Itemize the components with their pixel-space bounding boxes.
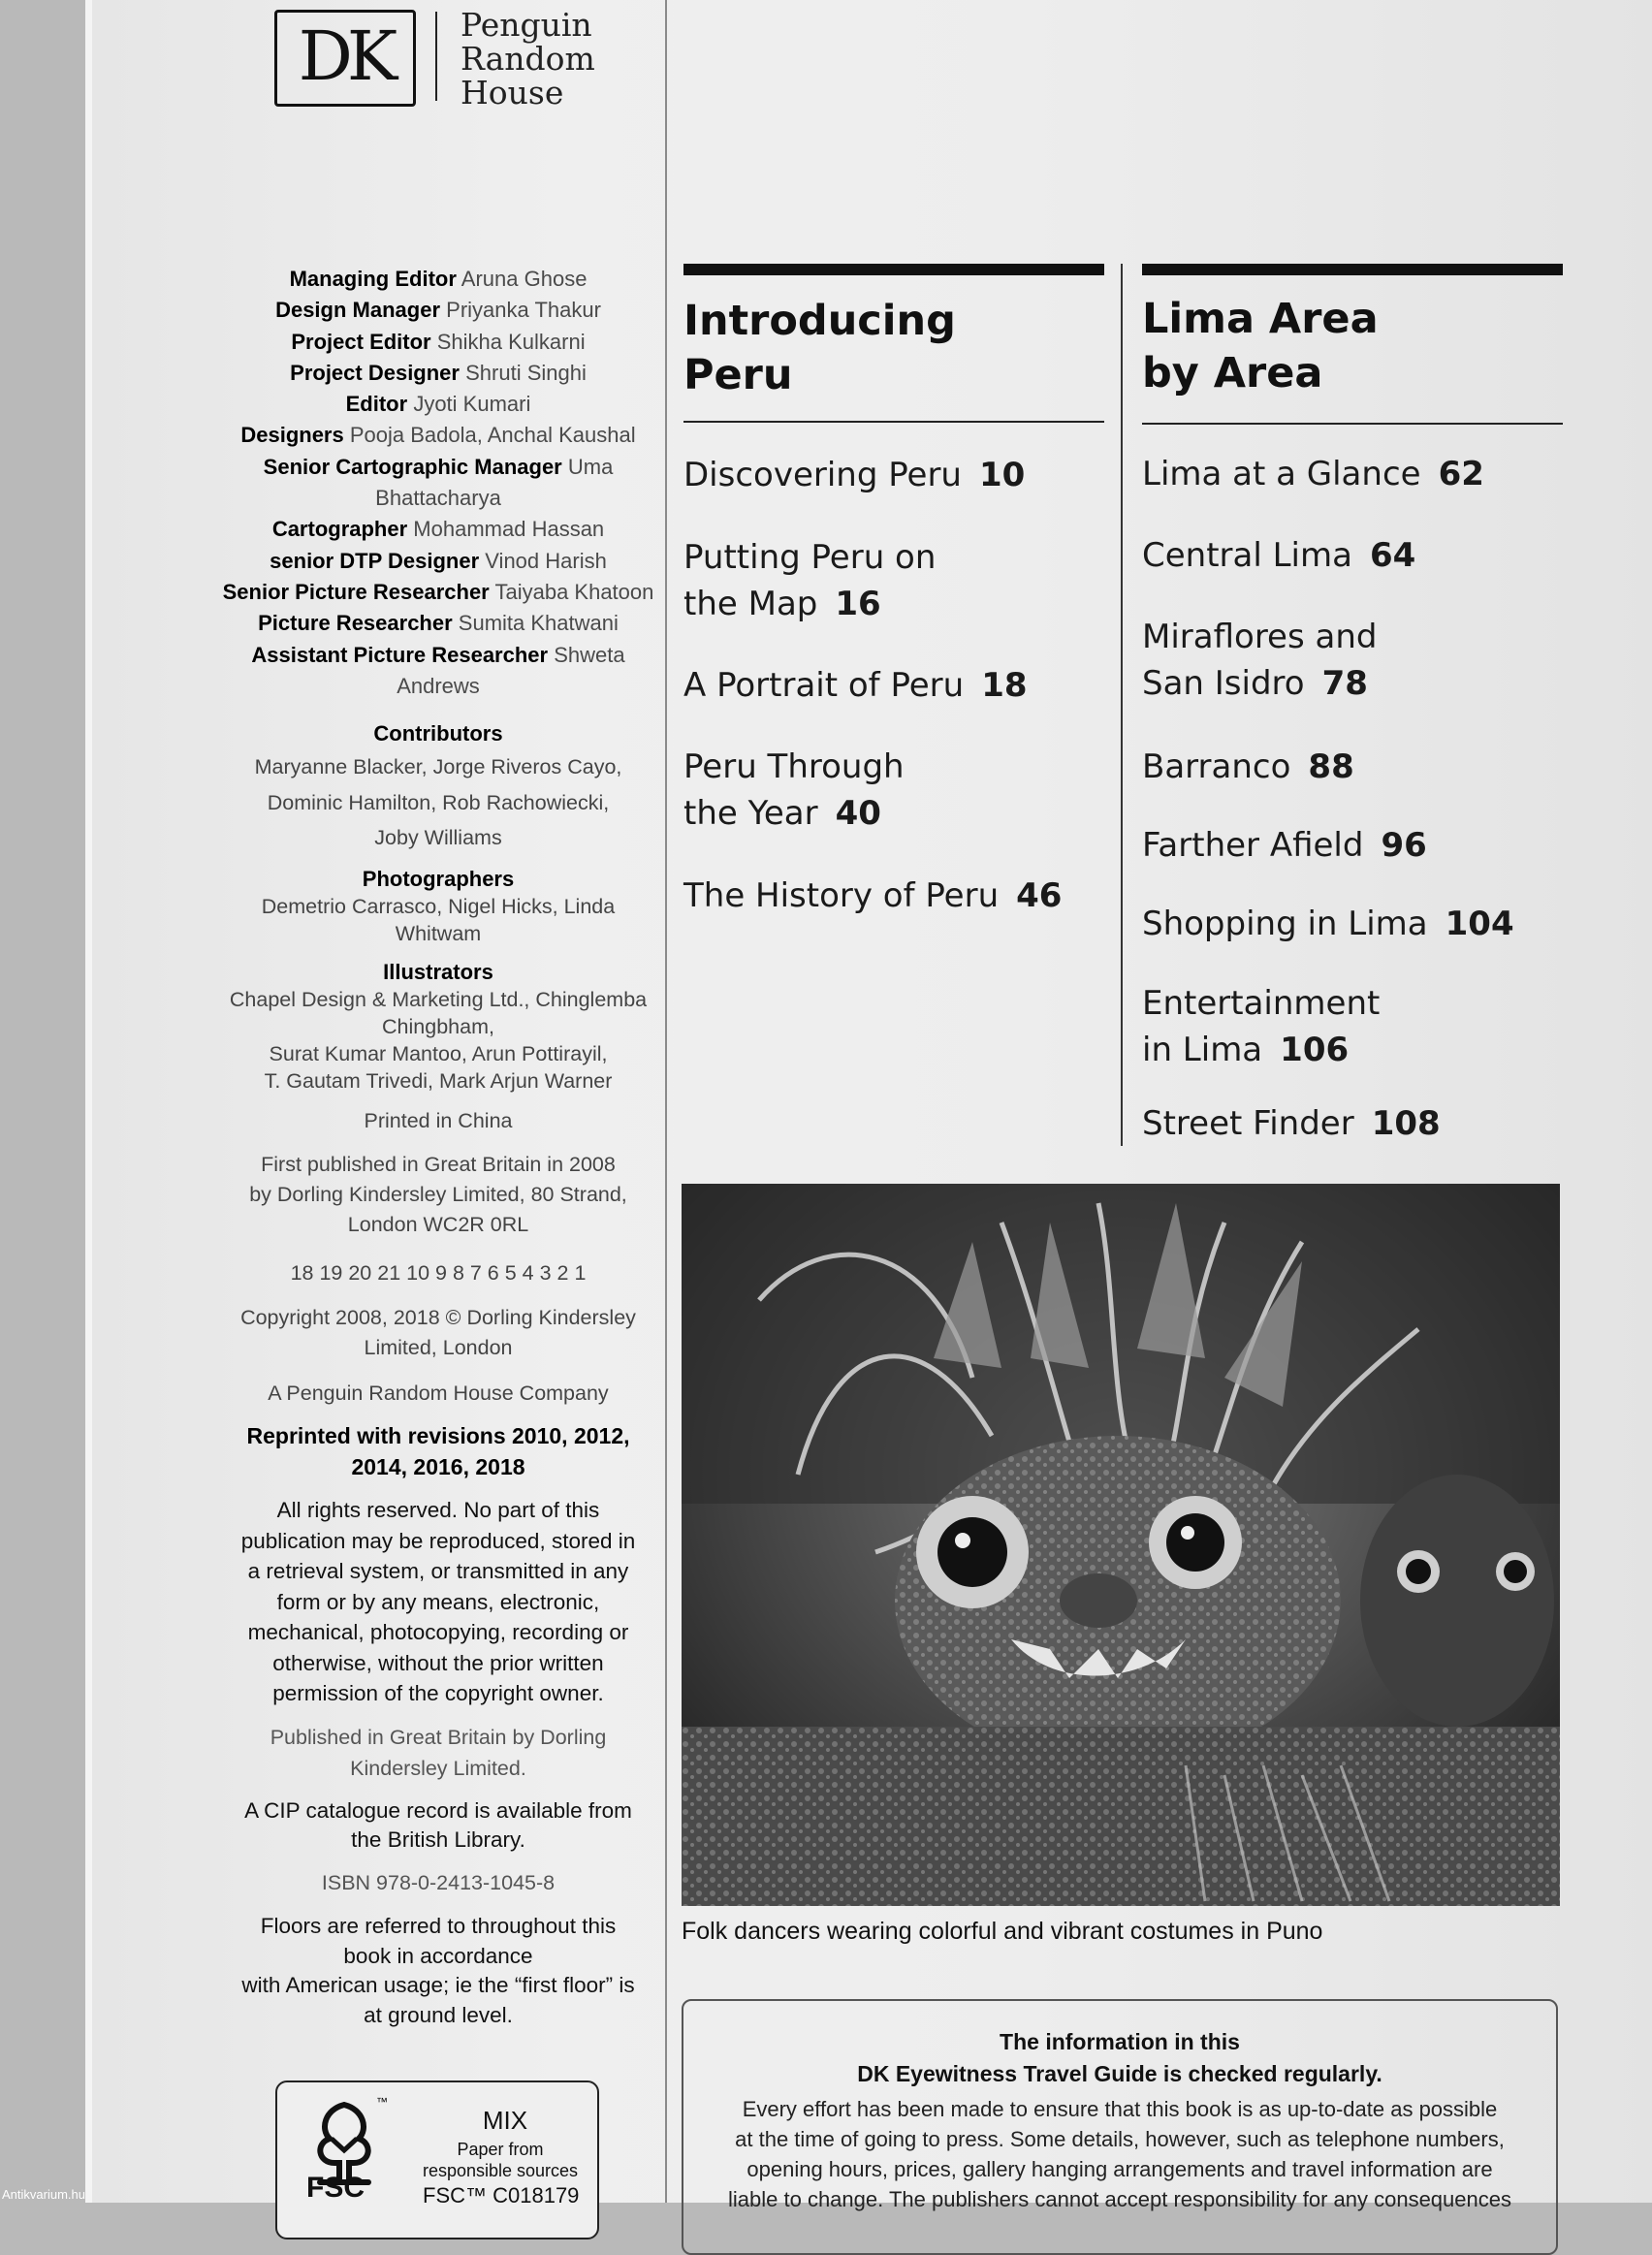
entry-page-number: 104 — [1445, 905, 1514, 943]
entry-line — [1142, 901, 1514, 947]
text-line: at ground level. — [364, 2002, 513, 2027]
contents-entry — [1142, 1100, 1441, 1147]
credit-name: Shikha Kulkarni — [436, 329, 586, 354]
title-line: Peru — [683, 351, 793, 399]
entry-title: Peru Through — [683, 747, 905, 786]
text-line: A CIP catalogue record is available from — [244, 1798, 632, 1823]
section-rule — [1142, 264, 1563, 275]
credit-name: Pooja Badola, Anchal Kaushal — [349, 423, 636, 448]
contents-entry — [683, 662, 1028, 709]
credit-line — [215, 389, 661, 420]
entry-line — [1142, 1027, 1380, 1073]
text-line: Maryanne Blacker, Jorge Riveros Cayo, — [254, 755, 622, 778]
text-line: form or by any means, electronic, — [276, 1589, 600, 1614]
section-title-introducing — [683, 294, 1104, 402]
text-line: liable to change. The publishers cannot accept responsibility for any consequences — [728, 2187, 1511, 2211]
rights-notice — [215, 1495, 661, 1709]
isbn: ISBN 978-0-2413-1045-8 — [321, 1871, 556, 1894]
text-line: London WC2R 0RL — [347, 1213, 529, 1236]
text-line: 2014, 2016, 2018 — [351, 1454, 525, 1479]
text-line: Joby Williams — [374, 826, 502, 849]
credit-role: Managing Editor — [289, 267, 457, 291]
credit-line — [215, 327, 661, 358]
contributors-names — [215, 749, 661, 856]
entry-title: Entertainment — [1142, 984, 1381, 1023]
credit-role: Project Editor — [291, 329, 431, 354]
credit-name: Taiyaba Khatoon — [494, 579, 654, 604]
entry-line — [683, 790, 905, 837]
credit-role: Senior Cartographic Manager — [263, 454, 562, 479]
credit-line — [215, 671, 661, 702]
fsc-mix: MIX — [482, 2106, 528, 2135]
credit-line — [215, 608, 661, 639]
contents-entry — [1142, 532, 1415, 579]
photo-caption: Folk dancers wearing colorful and vibrant costumes in Puno — [682, 1918, 1323, 1945]
entry-line — [1142, 744, 1354, 790]
fsc-badge — [275, 2080, 599, 2239]
section-underline — [1142, 423, 1563, 425]
text-line: the British Library. — [351, 1827, 525, 1852]
credit-line — [215, 483, 661, 514]
entry-title: Miraflores and — [1142, 618, 1378, 656]
entry-page-number: 78 — [1321, 664, 1368, 703]
contributors-title: Contributors — [373, 721, 503, 746]
folk-dancers-photo — [682, 1184, 1560, 1906]
entry-line — [1142, 614, 1377, 660]
photographers-section — [215, 866, 661, 947]
credit-line — [215, 420, 661, 451]
entry-page-number: 108 — [1371, 1104, 1441, 1143]
text-line: First published in Great Britain in 2008 — [261, 1153, 616, 1176]
credit-role: Editor — [345, 392, 408, 417]
photographers-names — [215, 893, 661, 947]
entry-title: A Portrait of Peru — [683, 666, 965, 705]
credit-line — [215, 358, 661, 389]
floors-notice — [215, 1912, 661, 2030]
watermark: Antikvarium.hu — [2, 2187, 85, 2202]
credit-role: Designers — [240, 423, 344, 448]
entry-line — [683, 744, 905, 790]
contents-divider — [1121, 264, 1123, 1146]
credit-line — [215, 452, 661, 483]
entry-title: Street Finder — [1142, 1104, 1354, 1143]
entry-title: Lima at a Glance — [1142, 455, 1421, 493]
entry-title: Barranco — [1142, 747, 1291, 786]
entry-title: Central Lima — [1142, 536, 1352, 575]
text-line: responsible sources — [422, 2161, 579, 2180]
entry-title: in Lima — [1142, 1031, 1263, 1069]
illustrators-section — [215, 959, 661, 1095]
entry-line — [1142, 532, 1415, 579]
credit-line — [215, 546, 661, 577]
text-line: mechanical, photocopying, recording or — [247, 1620, 629, 1644]
entry-title: Putting Peru on — [683, 538, 937, 577]
text-line: The information in this — [1000, 2029, 1240, 2054]
entry-page-number: 10 — [978, 456, 1026, 494]
credit-name: Aruna Ghose — [461, 267, 588, 291]
contents-entry — [1142, 451, 1484, 497]
contents-entry — [1142, 614, 1377, 707]
text-line: Every effort has been made to ensure that this book is as up-to-date as possible — [742, 2097, 1498, 2121]
entry-line — [683, 452, 1025, 498]
text-line: Demetrio Carrasco, Nigel Hicks, Linda — [261, 895, 616, 918]
staff-credits — [215, 264, 661, 702]
info-body — [703, 2094, 1537, 2214]
wordmark-line: Penguin — [461, 6, 592, 44]
contents-entry — [1142, 901, 1514, 947]
entry-page-number: 16 — [835, 585, 881, 623]
penguin-random-house-wordmark — [461, 8, 625, 110]
entry-line — [683, 581, 936, 627]
publisher-logo — [274, 6, 614, 111]
company-line: A Penguin Random House Company — [268, 1382, 609, 1405]
entry-line — [1142, 1100, 1441, 1147]
contents-entry — [683, 873, 1062, 919]
entry-page-number: 40 — [835, 794, 881, 833]
credit-name: Sumita Khatwani — [458, 611, 619, 636]
credit-name: Jyoti Kumari — [413, 392, 531, 417]
entry-page-number: 62 — [1438, 455, 1484, 493]
contents-entry — [1142, 822, 1427, 869]
info-box — [682, 1999, 1558, 2255]
info-heading — [683, 2026, 1556, 2090]
text-line: Reprinted with revisions 2010, 2012, — [246, 1423, 630, 1448]
section-underline — [683, 421, 1104, 423]
reprinted-notice — [215, 1420, 661, 1482]
section-title-lima — [1142, 292, 1563, 400]
copyright — [215, 1303, 661, 1363]
title-line: Introducing — [683, 297, 956, 345]
credit-name: Andrews — [397, 673, 480, 698]
contributors-section — [215, 718, 661, 856]
text-line: Limited, London — [364, 1336, 513, 1359]
entry-line — [683, 873, 1062, 919]
entry-title: Discovering Peru — [683, 456, 962, 494]
photographers-title: Photographers — [362, 867, 515, 891]
credit-name: Bhattacharya — [375, 486, 501, 511]
text-line: Copyright 2008, 2018 © Dorling Kindersley — [240, 1306, 636, 1329]
credit-line — [215, 295, 661, 326]
credit-name: Shweta — [554, 642, 625, 667]
wordmark-line: House — [461, 74, 564, 111]
text-line: at the time of going to press. Some details, however, such as telephone numbers, — [735, 2127, 1505, 2151]
credit-name: Uma — [567, 454, 614, 479]
credit-line — [215, 264, 661, 295]
entry-page-number: 64 — [1369, 536, 1416, 575]
text-line: opening hours, prices, gallery hanging arrangements and travel information are — [747, 2157, 1493, 2181]
entry-title: the Map — [683, 585, 818, 623]
contents-entry — [683, 534, 936, 627]
credit-role: Design Manager — [275, 298, 441, 323]
illustrators-title: Illustrators — [383, 960, 493, 984]
text-line: by Dorling Kindersley Limited, 80 Strand, — [249, 1183, 627, 1206]
entry-page-number: 46 — [1016, 876, 1063, 915]
entry-line — [1142, 980, 1380, 1027]
text-line: DK Eyewitness Travel Guide is checked regularly. — [857, 2061, 1382, 2086]
printed-in: Printed in China — [364, 1109, 513, 1132]
credit-name: Priyanka Thakur — [446, 298, 601, 323]
contents-entry — [1142, 980, 1380, 1073]
text-line: book in accordance — [343, 1943, 533, 1968]
text-line: T. Gautam Trivedi, Mark Arjun Warner — [264, 1069, 613, 1093]
cip-notice — [215, 1796, 661, 1855]
entry-line — [1142, 822, 1427, 869]
credit-line — [215, 514, 661, 545]
fsc-label: FSC — [306, 2172, 365, 2204]
entry-title: Shopping in Lima — [1142, 905, 1428, 943]
entry-line — [1142, 451, 1484, 497]
published-gb — [215, 1722, 661, 1784]
logo-divider — [435, 12, 437, 101]
entry-line — [683, 662, 1028, 709]
entry-title: Farther Afield — [1142, 826, 1364, 865]
text-line: Surat Kumar Mantoo, Arun Pottirayil, — [269, 1042, 608, 1065]
print-line: 18 19 20 21 10 9 8 7 6 5 4 3 2 1 — [290, 1261, 587, 1285]
text-line: Paper from — [457, 2140, 544, 2159]
text-line: otherwise, without the prior written — [272, 1650, 604, 1675]
first-published — [215, 1150, 661, 1240]
credit-role: Assistant Picture Researcher — [251, 642, 549, 667]
entry-page-number: 88 — [1308, 747, 1354, 786]
credit-name: Shruti Singhi — [465, 360, 587, 385]
photo-illustration — [682, 1184, 1560, 1906]
text-line: Floors are referred to throughout this — [260, 1914, 617, 1938]
dk-logo: DK — [274, 10, 416, 107]
contents-entry — [1142, 744, 1354, 790]
text-line: All rights reserved. No part of this — [276, 1498, 600, 1522]
text-line: Whitwam — [395, 922, 482, 945]
text-line: publication may be reproduced, stored in — [240, 1528, 636, 1553]
entry-page-number: 96 — [1381, 826, 1427, 865]
credit-name: Vinod Harish — [485, 548, 607, 573]
title-line: Lima Area — [1142, 295, 1379, 343]
text-line: a retrieval system, or transmitted in any — [247, 1559, 629, 1583]
entry-title: San Isidro — [1142, 664, 1305, 703]
text-line: Kindersley Limited. — [350, 1757, 526, 1780]
text-line: Chapel Design & Marketing Ltd., Chinglemba — [229, 988, 648, 1011]
credit-name: Mohammad Hassan — [413, 517, 605, 542]
fsc-trademark: ™ — [376, 2095, 388, 2109]
credit-role: Cartographer — [271, 517, 408, 542]
entry-title: the Year — [683, 794, 818, 833]
text-line: permission of the copyright owner. — [272, 1681, 604, 1705]
entry-page-number: 18 — [981, 666, 1028, 705]
contents-entry — [683, 452, 1025, 498]
illustrators-names — [215, 986, 661, 1095]
text-line: Published in Great Britain by Dorling — [270, 1726, 607, 1749]
credit-role: Project Designer — [290, 360, 460, 385]
credit-role: senior DTP Designer — [270, 548, 480, 573]
column-divider — [665, 0, 667, 2203]
title-line: by Area — [1142, 349, 1323, 397]
fsc-paper-sources — [403, 2139, 597, 2181]
credit-line — [215, 640, 661, 671]
contents-entry — [683, 744, 905, 837]
entry-line — [683, 534, 936, 581]
fsc-code: FSC™ C018179 — [423, 2183, 580, 2207]
wordmark-line: Random — [461, 40, 595, 78]
credit-line — [215, 577, 661, 608]
text-line: Dominic Hamilton, Rob Rachowiecki, — [267, 790, 610, 814]
entry-page-number: 106 — [1280, 1031, 1350, 1069]
entry-title: The History of Peru — [683, 876, 1000, 915]
text-line: with American usage; ie the “first floor” is — [241, 1973, 635, 1997]
section-rule — [683, 264, 1104, 275]
entry-line — [1142, 660, 1377, 707]
credit-role: Picture Researcher — [258, 611, 453, 636]
text-line: Chingbham, — [382, 1015, 494, 1038]
credit-role: Senior Picture Researcher — [222, 579, 490, 604]
